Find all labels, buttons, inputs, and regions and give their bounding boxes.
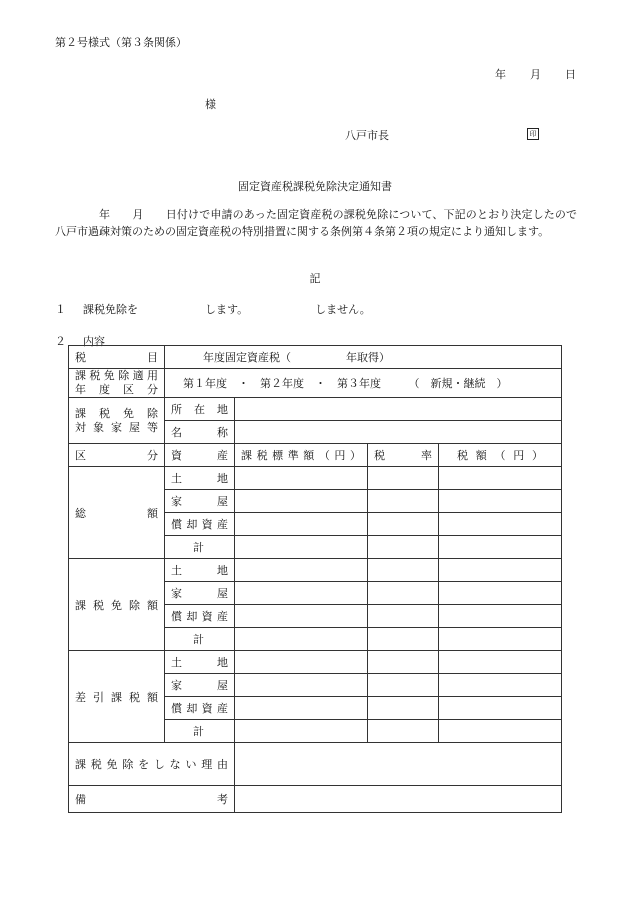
addressee-suffix: 様 (205, 98, 216, 111)
item-1-number: １ (55, 303, 66, 316)
year-class-value: 第１年度 ・ 第２年度 ・ 第３年度 （ 新規・継続 ） (165, 369, 562, 398)
asset-sum-label: 計 (165, 628, 235, 651)
total-land-tax (439, 467, 562, 490)
exempt-land-rate (368, 559, 439, 582)
note-label: 備考 (69, 786, 235, 813)
year-class-label-line2: 年度区分 (75, 383, 158, 396)
net-sum-rate (368, 720, 439, 743)
exempt-sum-base (235, 628, 368, 651)
location-value (235, 398, 562, 421)
net-depreciable-rate (368, 697, 439, 720)
total-house-rate (368, 490, 439, 513)
date-year-label: 年 (495, 68, 506, 81)
net-house-tax (439, 674, 562, 697)
net-sum-base (235, 720, 368, 743)
location-label: 所在地 (165, 398, 235, 421)
header-tax-amount: 税額（円） (439, 444, 562, 467)
exempt-house-base (235, 582, 368, 605)
total-house-base (235, 490, 368, 513)
net-land-tax (439, 651, 562, 674)
reason-value (235, 743, 562, 786)
asset-depreciable-label: 償却資産 (165, 697, 235, 720)
exempt-sum-rate (368, 628, 439, 651)
target-label-line1: 課税免除 (75, 406, 158, 420)
asset-land-label: 土地 (165, 559, 235, 582)
document-title: 固定資産税課税免除決定通知書 (238, 180, 392, 193)
net-house-base (235, 674, 368, 697)
asset-house-label: 家屋 (165, 674, 235, 697)
exempt-house-tax (439, 582, 562, 605)
tax-item-value: 年度固定資産税（ 年取得） (165, 346, 562, 369)
header-tax-base: 課税標準額（円） (235, 444, 368, 467)
header-category: 区分 (69, 444, 165, 467)
row-total-land (69, 467, 562, 490)
ki-heading: 記 (309, 272, 321, 285)
year-class-label (69, 369, 165, 398)
header-asset: 資産 (165, 444, 235, 467)
item-1-decision (55, 301, 371, 317)
asset-land-label: 土地 (165, 651, 235, 674)
total-sum-rate (368, 536, 439, 559)
notice-body: 年 月 日付けで申請のあった固定資産税の課税免除について、下記のとおり決定したので八戸市過疎対策のための固定資産税の特別措置に関する条例第４条第２項の規定により通知します。 (55, 208, 577, 238)
total-sum-base (235, 536, 368, 559)
total-depreciable-base (235, 513, 368, 536)
asset-house-label: 家屋 (165, 490, 235, 513)
total-house-tax (439, 490, 562, 513)
item-1-option-not: しません。 (315, 303, 371, 316)
total-land-rate (368, 467, 439, 490)
name-label: 名称 (165, 421, 235, 444)
total-sum-tax (439, 536, 562, 559)
row-note (69, 786, 562, 813)
asset-house-label: 家屋 (165, 582, 235, 605)
group-net-label: 差引課税額 (69, 651, 165, 743)
total-land-base (235, 467, 368, 490)
total-depreciable-rate (368, 513, 439, 536)
row-net-land (69, 651, 562, 674)
detail-table (68, 345, 562, 813)
asset-depreciable-label: 償却資産 (165, 513, 235, 536)
exempt-land-base (235, 559, 368, 582)
form-number: 第２号様式（第３条関係） (55, 36, 187, 49)
year-class-label-line1: 課税免除適用 (75, 369, 158, 382)
group-exempt-label: 課税免除額 (69, 559, 165, 651)
net-depreciable-tax (439, 697, 562, 720)
name-value (235, 421, 562, 444)
net-land-base (235, 651, 368, 674)
item-1-label: 課税免除を (83, 303, 138, 316)
net-depreciable-base (235, 697, 368, 720)
net-land-rate (368, 651, 439, 674)
net-house-rate (368, 674, 439, 697)
header-tax-rate: 税率 (368, 444, 439, 467)
exempt-land-tax (439, 559, 562, 582)
row-column-headers (69, 444, 562, 467)
row-tax-item (69, 346, 562, 369)
asset-sum-label: 計 (165, 720, 235, 743)
net-sum-tax (439, 720, 562, 743)
total-depreciable-tax (439, 513, 562, 536)
date-day-label: 日 (565, 68, 576, 81)
item-2-number: ２ (55, 335, 66, 348)
exempt-depreciable-base (235, 605, 368, 628)
date-month-label: 月 (530, 68, 541, 81)
exempt-house-rate (368, 582, 439, 605)
asset-sum-label: 計 (165, 536, 235, 559)
issuer-name: 八戸市長 (345, 129, 389, 142)
group-total-label: 総額 (69, 467, 165, 559)
row-reason (69, 743, 562, 786)
target-label (69, 398, 165, 444)
tax-item-label: 税 目 (69, 346, 165, 369)
asset-land-label: 土地 (165, 467, 235, 490)
asset-depreciable-label: 償却資産 (165, 605, 235, 628)
row-target-location (69, 398, 562, 421)
seal-mark: 印 (527, 128, 539, 140)
exempt-depreciable-tax (439, 605, 562, 628)
note-value (235, 786, 562, 813)
target-label-line2: 対象家屋等 (75, 420, 158, 434)
reason-label: 課税免除をしない理由 (69, 743, 235, 786)
issue-date (495, 66, 576, 82)
item-1-option-do: します。 (205, 303, 249, 316)
exempt-depreciable-rate (368, 605, 439, 628)
row-year-class (69, 369, 562, 398)
item-2-label: 内容 (83, 335, 105, 348)
exempt-sum-tax (439, 628, 562, 651)
row-exempt-land (69, 559, 562, 582)
